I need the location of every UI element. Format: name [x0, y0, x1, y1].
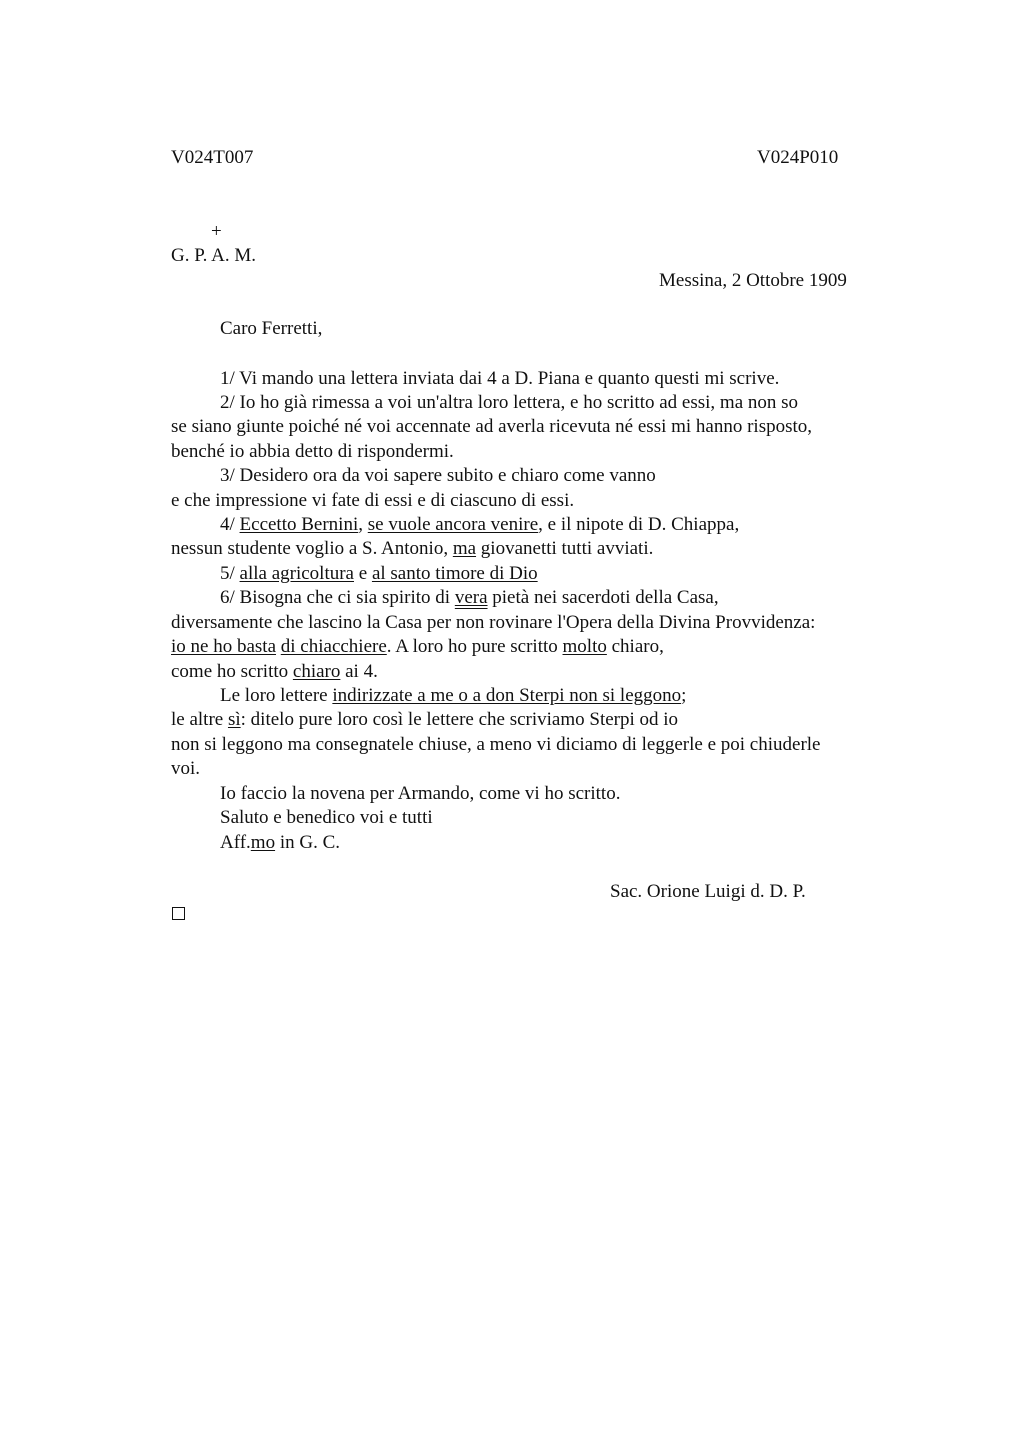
salutation: Caro Ferretti,: [220, 318, 323, 339]
text-segment: ;: [681, 685, 687, 706]
text-segment: : ditelo pure loro così le lettere che scriviamo Sterpi od io: [240, 709, 679, 730]
double-underlined-text: vera: [454, 587, 488, 608]
underlined-text: indirizzate a me o a don Sterpi non si leggono: [332, 685, 682, 706]
letterhead-motto: G. P. A. M.: [171, 245, 256, 266]
paragraph-1: 1/ Vi mando una lettera inviata dai 4 a D. Piana e quanto questi mi scrive.: [220, 368, 780, 389]
text-segment: 5/: [220, 563, 240, 584]
text-segment: come ho scritto: [171, 661, 293, 682]
cross-symbol: +: [211, 221, 222, 242]
underlined-text: Eccetto Bernini: [239, 514, 359, 535]
paragraph-5: [220, 562, 538, 586]
paragraph-2-line-2: se siano giunte poiché né voi accennate ad averla ricevuta né essi mi hanno risposto,: [171, 416, 813, 437]
paragraph-6-line-1: [220, 586, 719, 610]
text-segment: chiaro,: [606, 636, 664, 657]
archive-code-left: V024T007: [171, 147, 254, 168]
text-segment: 6/ Bisogna che ci sia spirito di: [220, 587, 455, 608]
text-segment: 4/: [220, 514, 240, 535]
text-segment: giovanetti tutti avviati.: [476, 538, 654, 559]
paragraph-6-line-2: diversamente che lascino la Casa per non rovinare l'Opera della Divina Provvidenza:: [171, 612, 816, 633]
underlined-text: alla agricoltura: [239, 563, 354, 584]
paragraph-4-line-1: [220, 513, 739, 537]
underlined-text: di chiacchiere: [280, 636, 387, 657]
underlined-text: sì: [227, 709, 241, 730]
paragraph-7-line-4: voi.: [171, 758, 201, 779]
paragraph-8: Io faccio la novena per Armando, come vi ho scritto.: [220, 783, 621, 804]
text-segment: in G. C.: [275, 832, 341, 853]
text-segment: le altre: [171, 709, 228, 730]
signature: Sac. Orione Luigi d. D. P.: [610, 881, 806, 902]
text-segment: Le loro lettere: [220, 685, 333, 706]
underlined-text: ma: [452, 538, 477, 559]
underlined-text: io ne ho basta: [171, 636, 277, 657]
text-segment: e: [354, 563, 372, 584]
text-segment: ai 4.: [340, 661, 378, 682]
underlined-text: se vuole ancora venire: [367, 514, 539, 535]
paragraph-3-line-1: 3/ Desidero ora da voi sapere subito e chiaro come vanno: [220, 465, 656, 486]
paragraph-6-line-4: [171, 660, 378, 684]
place-date: Messina, 2 Ottobre 1909: [659, 270, 847, 291]
closing: [220, 831, 340, 855]
archive-code-right: V024P010: [757, 147, 839, 168]
underlined-text: mo: [250, 832, 276, 853]
paragraph-7-line-2: [171, 708, 678, 732]
paragraph-3-line-2: e che impressione vi fate di essi e di ciascuno di essi.: [171, 490, 575, 511]
paragraph-9: Saluto e benedico voi e tutti: [220, 807, 433, 828]
text-segment: . A loro ho pure scritto: [386, 636, 563, 657]
underlined-text: al santo timore di Dio: [371, 563, 538, 584]
underlined-text: chiaro: [292, 661, 341, 682]
paragraph-7-line-3: non si leggono ma consegnatele chiuse, a meno vi diciamo di leggerle e poi chiuderle: [171, 734, 821, 755]
paragraph-2-line-1: 2/ Io ho già rimessa a voi un'altra loro lettera, e ho scritto ad essi, ma non so: [220, 392, 799, 413]
text-segment: ,: [358, 514, 368, 535]
paragraph-4-line-2: [171, 537, 653, 561]
text-segment: Aff.: [220, 832, 251, 853]
paragraph-6-line-3: [171, 635, 664, 659]
paragraph-7-line-1: [220, 684, 686, 708]
paragraph-2-line-3: benché io abbia detto di rispondermi.: [171, 441, 454, 462]
text-segment: nessun studente voglio a S. Antonio,: [171, 538, 453, 559]
text-segment: pietà nei sacerdoti della Casa,: [487, 587, 719, 608]
text-segment: , e il nipote di D. Chiappa,: [538, 514, 740, 535]
checkbox-symbol-icon: [172, 907, 185, 920]
underlined-text: molto: [562, 636, 607, 657]
